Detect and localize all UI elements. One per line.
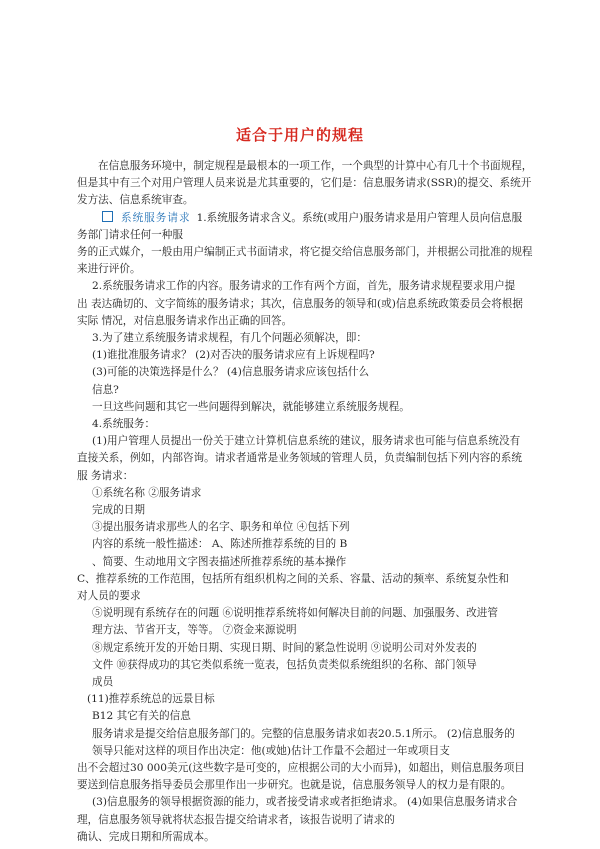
body-line: 理，信息服务领导就将状态报告提交给请求者，该报告说明了请求的 xyxy=(77,813,395,826)
body-line: ①系统名称 ②服务请求 xyxy=(92,486,202,499)
body-line: 实际 情况，对信息服务请求作出正确的回答。 xyxy=(77,314,293,327)
body-line: ⑧规定系统开发的开始日期、实现日期、时间的紧急性说明 ⑨说明公司对外发表的 xyxy=(92,641,477,654)
body-line: 服务请求是提交给信息服务部门的。完整的信息服务请求如表20.5.1所示。 (2)信息服务的 xyxy=(92,727,515,740)
body-line: (1)用户管理人员提出一份关于建立计算机信息系统的建议，服务请求也可能与信息系统没有 xyxy=(92,435,521,448)
body-line: 文件 ⑩获得成功的其它类似系统一览表，包括负责类似系统组织的名称、部门领导 xyxy=(92,658,477,671)
body-line: (3)可能的决策选择是什么？ (4)信息服务请求应该包括什么 xyxy=(92,366,370,379)
body-line: ③提出服务请求那些人的名字、职务和单位 ④包括下列 xyxy=(92,521,350,534)
body-line: 3.为了建立系统服务请求规程，有几个问题必须解决，即： xyxy=(92,332,367,344)
body-line: 一旦这些问题和其它一些问题得到解决，就能够建立系统服务规程。 xyxy=(92,400,410,413)
body-line: B12 其它有关的信息 xyxy=(92,710,191,723)
body-line: ⑤说明现有系统存在的问题 ⑥说明推荐系统将如何解决目前的问题、加强服务、改进管 xyxy=(92,607,498,620)
body-line: C、推荐系统的工作范围，包括所有组织机构之间的关系、容量、活动的频率、系统复杂性和 xyxy=(77,572,509,585)
body-line: 出 表达确切的、文字简练的服务请求；其次，信息服务的领导和(或)信息系统政策委员会将根据 xyxy=(77,297,523,310)
body-line: 内容的系统一般性描述： A、陈述所推荐系统的目的 B xyxy=(92,538,348,551)
body-line: 但是其中有三个对用户管理人员来说是尤其重要的，它们是：信息服务请求(SSR)的提交、系统开 xyxy=(77,177,532,190)
page-title: 适合于用户的规程 xyxy=(235,126,364,144)
body-line: 直接关系，例如，内部咨询。请求者通常是业务领域的管理人员，负责编制包括下列内容的系统 xyxy=(77,452,522,465)
section-heading xyxy=(102,211,522,225)
body-line: 信息? xyxy=(92,383,119,396)
body-line: (3)信息服务的领导根据资源的能力，或者接受请求或者拒绝请求。 (4)如果信息服务请求合 xyxy=(92,796,518,809)
body-line: 发方法、信息系统审查。 xyxy=(77,194,194,207)
body-line: 在信息服务环境中，制定规程是最根本的一项工作，一个典型的计算中心有几十个书面规程， xyxy=(98,160,533,172)
body-line: 服 务请求： xyxy=(77,469,134,482)
body-line: 确认、完成日期和所需成本。 xyxy=(77,830,215,843)
body-line: 2.系统服务请求工作的内容。服务请求的工作有两个方面，首先，服务请求规程要求用户提 xyxy=(92,280,516,293)
body-line: 出不会超过30 000美元(这些数字是可变的，应根据公司的大小而异)，如超出，则信息服务项目 xyxy=(77,762,525,774)
body-line: 完成的日期 xyxy=(92,504,145,516)
body-line: 对人员的要求 xyxy=(77,590,141,602)
body-line: (11)推荐系统总的远景目标 xyxy=(87,693,215,706)
section-label: 系统服务请求 xyxy=(121,211,191,224)
body-line: 4.系统服务： xyxy=(92,418,156,430)
body-line: 1.系统服务请求含义。系统(或用户)服务请求是用户管理人员向信息服 xyxy=(196,211,523,224)
body-line: (1)谁批准服务请求？ (2)对否决的服务请求应有上诉规程吗? xyxy=(92,349,375,362)
body-line: 来进行评价。 xyxy=(77,263,141,276)
body-line: 务的正式媒介，一般由用户编制正式书面请求，将它提交给信息服务部门，并根据公司批准的规程 xyxy=(77,246,533,258)
body-line: 成员 xyxy=(92,676,114,688)
body-line: 理方法、节省开支，等等。 ⑦资金来源说明 xyxy=(92,624,297,637)
body-line: 要送到信息服务指导委员会那里作出一步研究。也就是说，信息服务领导人的权力是有限的。 xyxy=(77,779,512,792)
body-line: 领导只能对这样的项目作出决定：他(或她)估计工作量不会超过一年或项目支 xyxy=(92,744,450,757)
body-line: 、简要、生动地用文字图表描述所推荐系统的基本操作 xyxy=(92,555,347,568)
empty-square-icon xyxy=(102,211,113,222)
body-line: 务部门请求任何一种服 xyxy=(77,228,183,241)
